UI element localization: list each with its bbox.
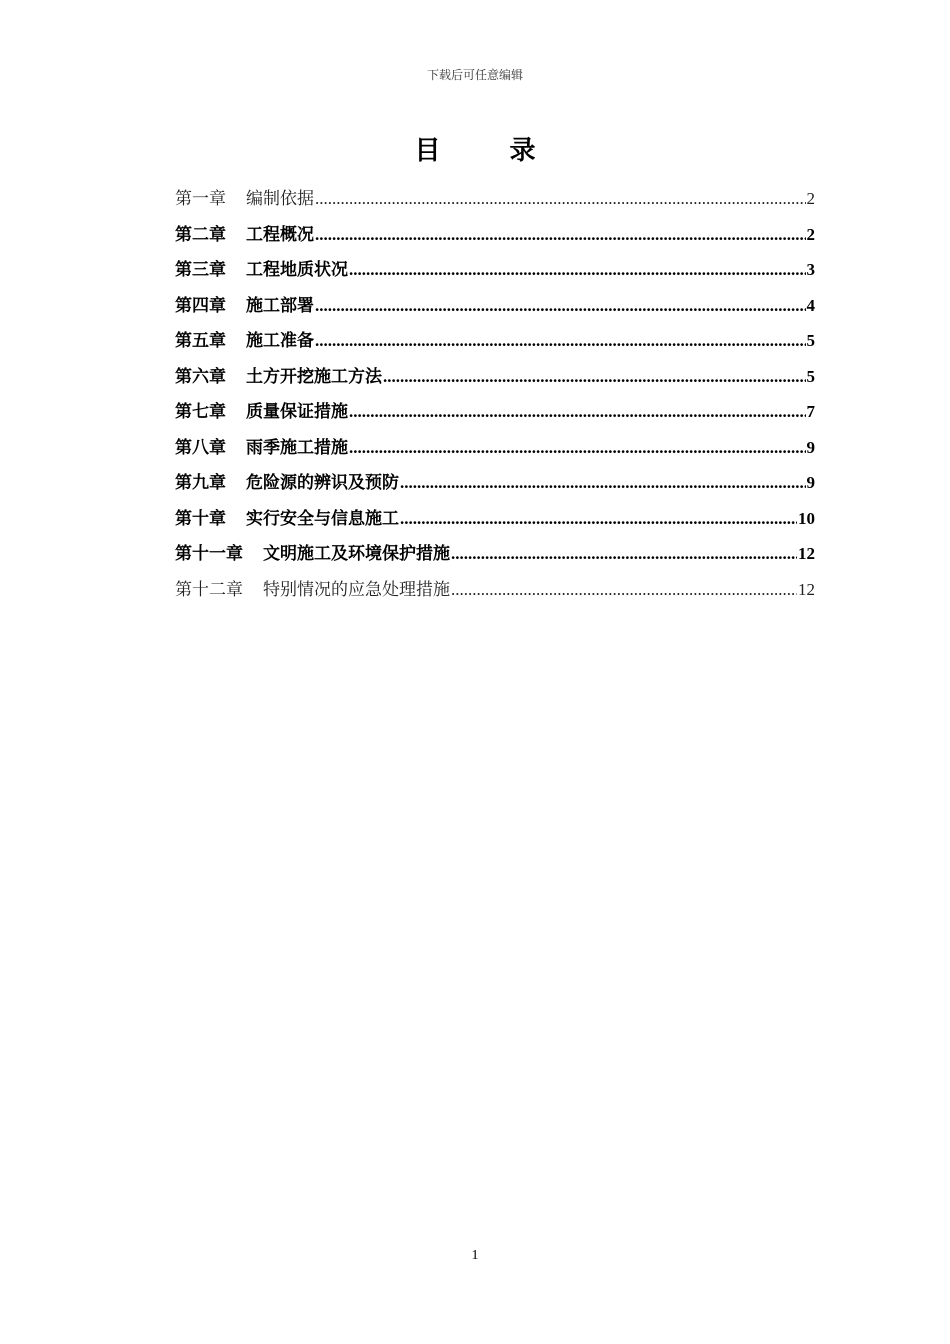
- toc-leader-dots: [451, 539, 797, 569]
- toc-entry[interactable]: [175, 539, 815, 575]
- toc-chapter-title: 编制依据: [246, 189, 314, 209]
- toc-leader-dots: [349, 433, 806, 463]
- toc-entry[interactable]: [175, 291, 815, 327]
- toc-entry[interactable]: [175, 433, 815, 469]
- toc-entry[interactable]: [175, 220, 815, 256]
- toc-chapter-title: 雨季施工措施: [246, 437, 348, 458]
- toc-page-number: 7: [806, 402, 815, 421]
- toc-page-number: 5: [806, 366, 815, 386]
- toc-page-number: 9: [806, 437, 815, 457]
- toc-chapter-number: 第十章: [175, 508, 226, 529]
- toc-leader-dots: [315, 184, 806, 214]
- toc-page-number: 12: [798, 544, 815, 563]
- toc-chapter-title: 特别情况的应急处理措施: [263, 579, 450, 600]
- toc-chapter-title: 施工部署: [246, 295, 314, 316]
- toc-chapter-title: 危险源的辨识及预防: [246, 473, 399, 493]
- toc-leader-dots: [451, 575, 797, 605]
- toc-chapter-number: 第二章: [175, 224, 226, 245]
- page-number-footer: 1: [471, 1248, 479, 1263]
- toc-chapter-number: 第十一章: [175, 544, 243, 564]
- page-title: 目 录: [414, 136, 566, 166]
- toc-chapter-number: 第四章: [175, 295, 226, 316]
- table-of-contents: [175, 184, 815, 610]
- toc-page-number: 12: [798, 579, 815, 599]
- toc-leader-dots: [349, 397, 806, 427]
- toc-entry[interactable]: [175, 468, 815, 504]
- toc-entry[interactable]: [175, 255, 815, 291]
- toc-chapter-title: 工程地质状况: [246, 260, 348, 280]
- toc-leader-dots: [400, 504, 797, 534]
- toc-leader-dots: [349, 255, 806, 285]
- toc-chapter-number: 第十二章: [175, 579, 243, 600]
- toc-leader-dots: [383, 362, 806, 392]
- toc-entry[interactable]: [175, 575, 815, 611]
- toc-chapter-title: 质量保证措施: [246, 402, 348, 422]
- toc-leader-dots: [400, 468, 806, 498]
- toc-entry[interactable]: [175, 326, 815, 362]
- toc-chapter-title: 文明施工及环境保护措施: [263, 544, 450, 564]
- toc-page-number: 9: [806, 473, 815, 492]
- toc-entry[interactable]: [175, 362, 815, 398]
- toc-entry[interactable]: [175, 184, 815, 220]
- toc-page-number: 2: [806, 189, 815, 208]
- toc-chapter-number: 第八章: [175, 437, 226, 458]
- toc-entry[interactable]: [175, 504, 815, 540]
- toc-page-number: 4: [806, 295, 815, 315]
- toc-entry[interactable]: [175, 397, 815, 433]
- toc-chapter-number: 第七章: [175, 402, 226, 422]
- toc-chapter-title: 工程概况: [246, 224, 314, 245]
- toc-page-number: 2: [806, 224, 815, 244]
- toc-chapter-number: 第六章: [175, 366, 226, 387]
- toc-leader-dots: [315, 291, 806, 321]
- toc-leader-dots: [315, 326, 806, 356]
- page-header: 下载后可任意编辑: [426, 68, 523, 82]
- toc-chapter-number: 第三章: [175, 260, 226, 280]
- toc-page-number: 10: [798, 508, 815, 528]
- toc-page-number: 3: [806, 260, 815, 279]
- toc-chapter-title: 实行安全与信息施工: [246, 508, 399, 529]
- toc-page-number: 5: [806, 331, 815, 350]
- toc-chapter-number: 第五章: [175, 331, 226, 351]
- toc-chapter-number: 第九章: [175, 473, 226, 493]
- toc-chapter-title: 土方开挖施工方法: [246, 366, 382, 387]
- toc-chapter-title: 施工准备: [246, 331, 314, 351]
- toc-leader-dots: [315, 220, 806, 250]
- toc-chapter-number: 第一章: [175, 189, 226, 209]
